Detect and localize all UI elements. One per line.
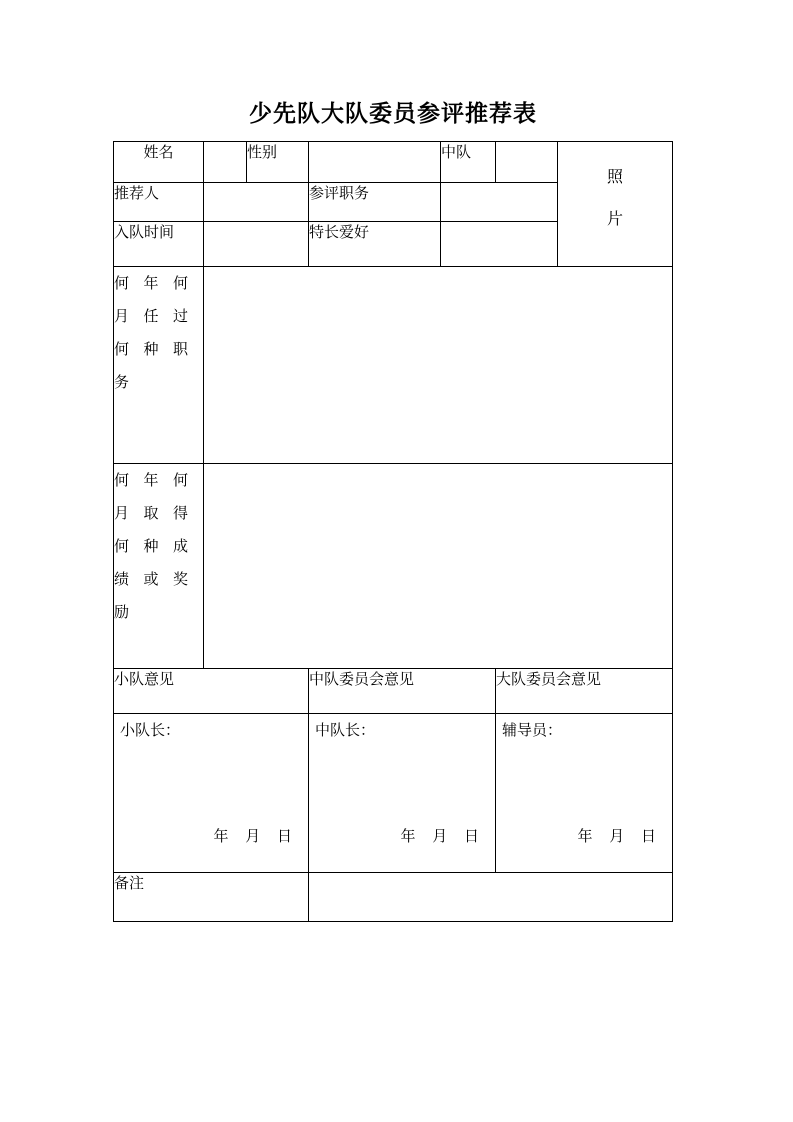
field-gender-value[interactable] bbox=[309, 142, 441, 183]
label-name: 姓名 bbox=[114, 142, 204, 183]
photo-label-line1: 照 bbox=[606, 167, 623, 186]
label-recommender: 推荐人 bbox=[114, 183, 204, 222]
label-squad-opinion: 小队意见 bbox=[114, 669, 309, 714]
label-history-positions-line-1: 何年何 bbox=[114, 274, 188, 292]
label-history-positions bbox=[114, 267, 204, 464]
label-history-awards-line-1: 何年何 bbox=[114, 471, 188, 489]
table-row-signatures bbox=[114, 714, 673, 873]
signature-block-squad-leader[interactable] bbox=[114, 714, 309, 873]
table-row-name bbox=[114, 142, 673, 183]
label-history-awards-line-3: 何种成 bbox=[114, 537, 188, 555]
table-row-remark bbox=[114, 873, 673, 922]
page-title: 少先队大队委员参评推荐表 bbox=[249, 101, 537, 127]
recommendation-form-table bbox=[113, 141, 673, 922]
label-position: 参评职务 bbox=[309, 183, 441, 222]
field-position-value[interactable] bbox=[441, 183, 558, 222]
label-gender: 性别 bbox=[247, 142, 309, 183]
label-history-awards-line-2: 月取得 bbox=[114, 504, 188, 522]
label-history-awards-line-5: 励 bbox=[114, 603, 130, 621]
label-history-awards-line-4: 绩或奖 bbox=[114, 570, 188, 588]
field-name-value[interactable] bbox=[204, 142, 247, 183]
field-hobby-value[interactable] bbox=[441, 222, 558, 267]
field-recommender-value[interactable] bbox=[204, 183, 309, 222]
label-remark: 备注 bbox=[114, 873, 309, 922]
field-history-awards-value[interactable] bbox=[204, 464, 673, 669]
label-history-positions-line-2: 月任过 bbox=[114, 307, 188, 325]
label-hobby: 特长爱好 bbox=[309, 222, 441, 267]
signature-block-midsquad-leader[interactable] bbox=[309, 714, 496, 873]
table-row-history-positions bbox=[114, 267, 673, 464]
photo-label-line2: 片 bbox=[606, 209, 623, 228]
photo-placeholder-cell bbox=[558, 142, 673, 267]
label-history-awards bbox=[114, 464, 204, 669]
signer-label-midsquad-leader: 中队长： bbox=[315, 721, 376, 739]
field-history-positions-value[interactable] bbox=[204, 267, 673, 464]
field-squad-value[interactable] bbox=[496, 142, 558, 183]
signer-label-squad-leader: 小队长： bbox=[120, 721, 181, 739]
date-line-midsquad-leader: 年 月 日 bbox=[400, 827, 485, 846]
label-history-positions-line-4: 务 bbox=[114, 373, 130, 391]
date-line-squad-leader: 年 月 日 bbox=[213, 827, 298, 846]
table-row-history-awards bbox=[114, 464, 673, 669]
label-bigsquad-committee-opinion: 大队委员会意见 bbox=[496, 669, 673, 714]
signer-label-counselor: 辅导员： bbox=[502, 721, 563, 739]
field-remark-value[interactable] bbox=[309, 873, 673, 922]
label-squad: 中队 bbox=[441, 142, 496, 183]
label-history-positions-line-3: 何种职 bbox=[114, 340, 188, 358]
label-midsquad-committee-opinion: 中队委员会意见 bbox=[309, 669, 496, 714]
table-row-opinion-headers bbox=[114, 669, 673, 714]
signature-block-counselor[interactable] bbox=[496, 714, 673, 873]
field-join-time-value[interactable] bbox=[204, 222, 309, 267]
label-join-time: 入队时间 bbox=[114, 222, 204, 267]
date-line-counselor: 年 月 日 bbox=[577, 827, 662, 846]
